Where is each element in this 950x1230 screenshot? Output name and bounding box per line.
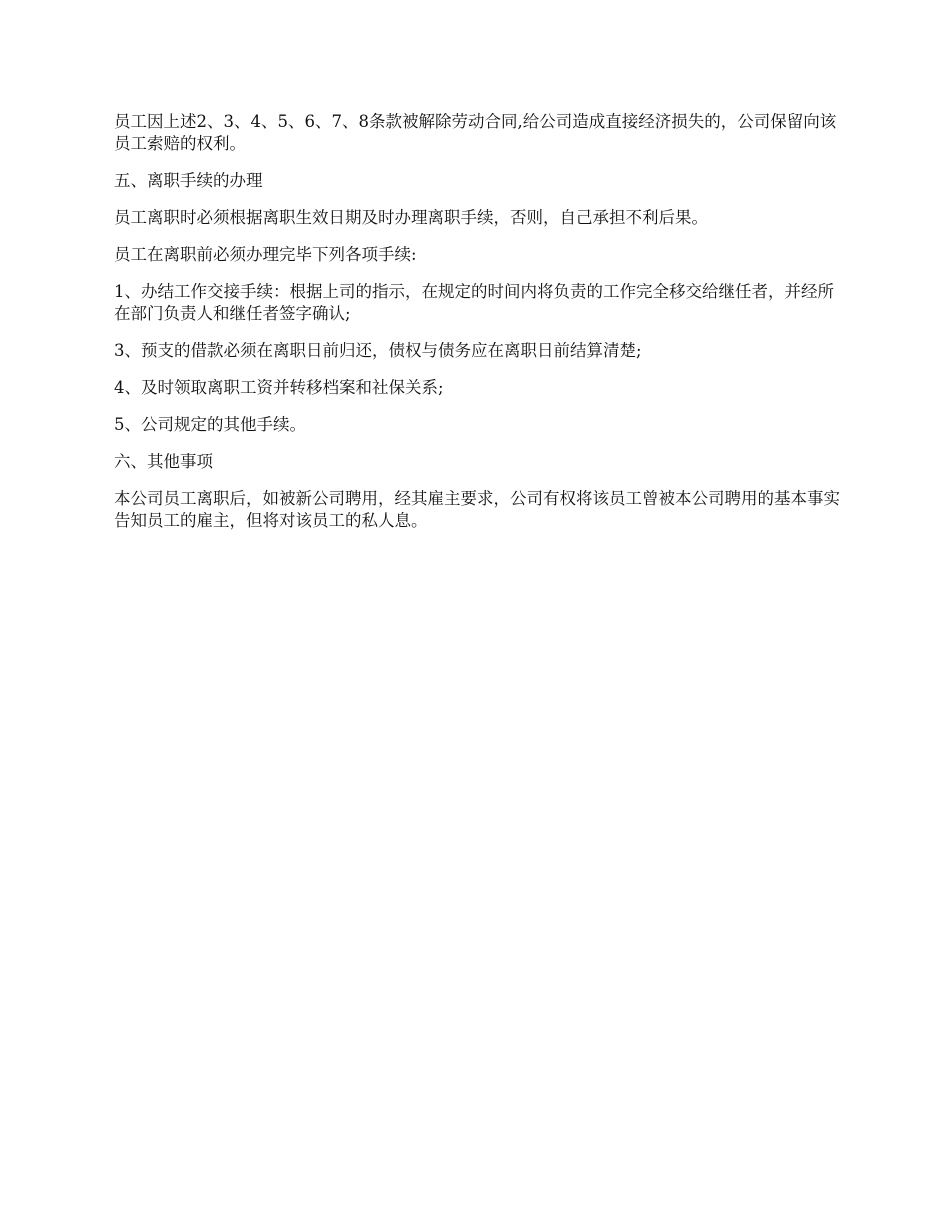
document-body <box>114 111 840 547</box>
paragraph-procedure-deadline: 员工离职时必须根据离职生效日期及时办理离职手续，否则，自己承担不利后果。 <box>114 208 708 227</box>
list-item-loan-settlement: 3、预支的借款必须在离职日前归还，债权与债务应在离职日前结算清楚; <box>114 341 642 360</box>
paragraph-employer-notification: 本公司员工离职后，如被新公司聘用，经其雇主要求，公司有权将该员工曾被本公司聘用的基本事实告知员工的雇主，但将对该员工的私人息。 <box>114 489 840 530</box>
section-heading-resignation-procedures: 五、离职手续的办理 <box>114 171 263 190</box>
list-item-salary-transfer: 4、及时领取离职工资并转移档案和社保关系; <box>114 378 444 397</box>
paragraph-procedure-intro: 员工在离职前必须办理完毕下列各项手续: <box>114 245 417 264</box>
list-item-work-handover: 1、办结工作交接手续：根据上司的指示，在规定的时间内将负责的工作完全移交给继任者，并经所在部门负责人和继任者签字确认; <box>114 282 834 323</box>
list-item-other-procedures: 5、公司规定的其他手续。 <box>114 415 306 434</box>
section-heading-other-matters: 六、其他事项 <box>114 452 213 471</box>
paragraph-compensation-clause: 员工因上述2、3、4、5、6、7、8条款被解除劳动合同,给公司造成直接经济损失的，公司保留向该员工索赔的权利。 <box>114 112 837 153</box>
